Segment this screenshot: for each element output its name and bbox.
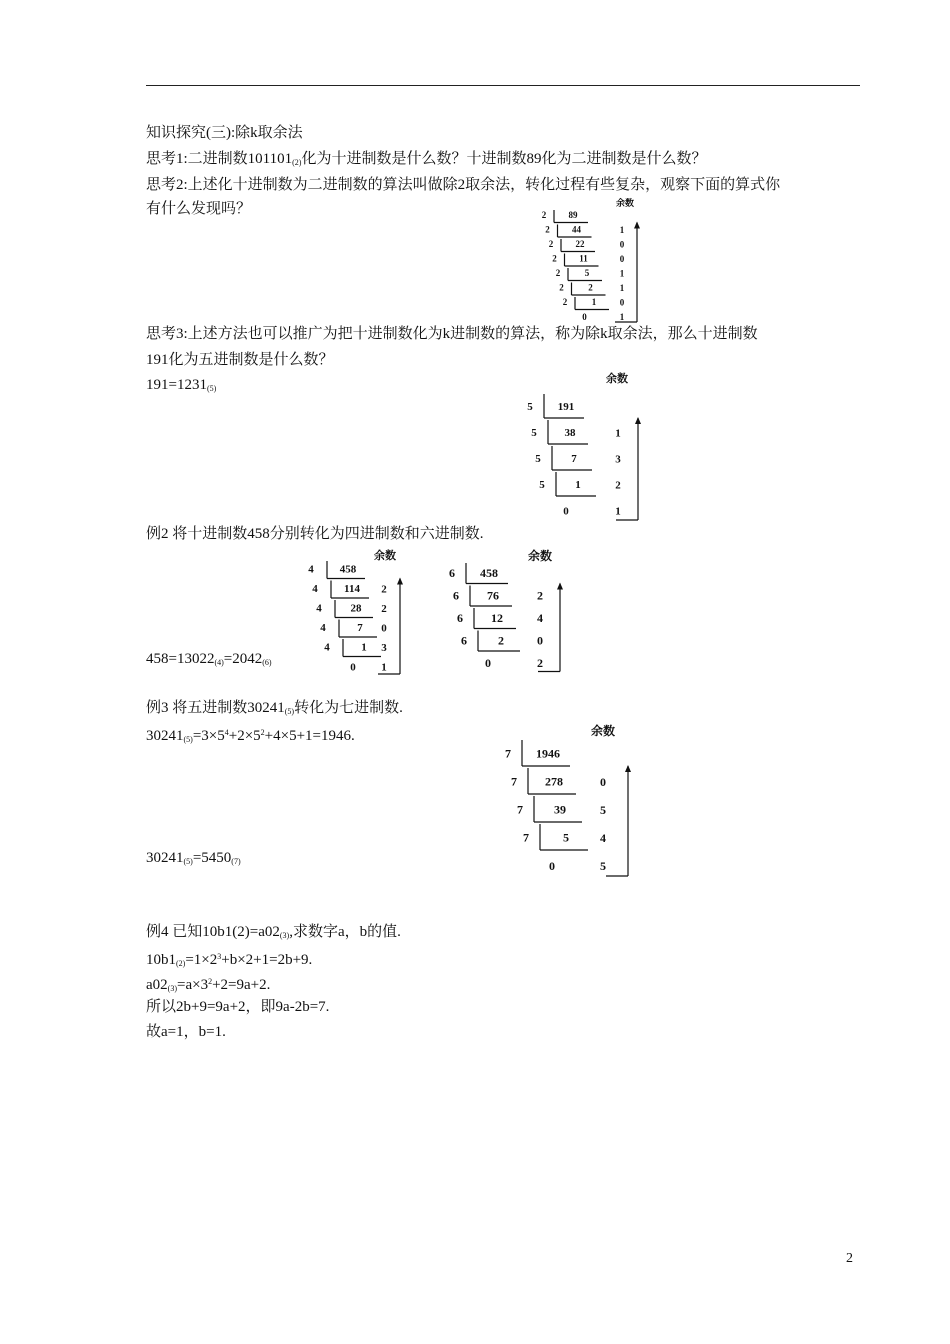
remainder-header: 余数 (374, 550, 396, 562)
arrow-head (397, 578, 403, 585)
divisor-label: 4 (324, 641, 330, 654)
remainder-value: 0 (619, 253, 625, 264)
divisor-label: 6 (461, 633, 467, 648)
divisor-label: 5 (527, 401, 533, 414)
divisor-label: 5 (535, 453, 541, 466)
final-quotient: 0 (485, 656, 491, 671)
remainder-value: 1 (615, 427, 621, 440)
quotient-value: 12 (491, 610, 503, 625)
remainder-value: 0 (381, 622, 387, 635)
remainder-header: 余数 (528, 549, 553, 563)
quotient-value: 114 (344, 583, 360, 596)
divisor-label: 7 (511, 774, 517, 789)
quotient-value: 38 (564, 427, 576, 440)
quotient-value: 7 (357, 622, 363, 635)
quotient-value: 7 (571, 453, 577, 466)
remainder-value: 0 (600, 775, 606, 790)
divisor-label: 6 (449, 565, 455, 580)
quotient-value: 28 (350, 602, 362, 615)
think2-line1: 思考2:上述化十进制数为二进制数的算法叫做除2取余法，转化过程有些复杂，观察下面的算式你 (146, 177, 781, 193)
quotient-value: 458 (480, 565, 498, 580)
quotient-value: 39 (554, 802, 566, 817)
quotient-value: 278 (545, 774, 563, 789)
answer-191: $191=1231_{(5)}$ (146, 377, 217, 393)
quotient-value: 22 (575, 239, 585, 250)
remainder-value: 3 (381, 642, 387, 655)
arrow-head (625, 765, 631, 772)
final-quotient: 0 (549, 859, 555, 874)
quotient-value: 1 (575, 479, 581, 492)
final-quotient: 0 (350, 661, 356, 674)
divisor-label: 6 (453, 588, 459, 603)
divisor-label: 7 (523, 830, 529, 845)
remainder-value: 2 (537, 656, 543, 671)
divisor-label: 7 (517, 802, 523, 817)
remainder-value: 2 (381, 603, 387, 616)
remainder-header: 余数 (616, 198, 635, 208)
think3-line2: 191化为五进制数是什么数？ (146, 352, 334, 368)
think2-line2: 有什么发现吗？ (146, 201, 252, 217)
quotient-value: 2 (588, 282, 593, 293)
quotient-value: 458 (339, 563, 357, 576)
section-heading: 知识探究(三):除k取余法 (146, 125, 303, 141)
quotient-value: 5 (563, 830, 569, 845)
quotient-value: 1 (361, 641, 367, 654)
page-number: 2 (846, 1251, 853, 1266)
divisor-label: 2 (541, 210, 547, 221)
quotient-value: 191 (557, 401, 575, 414)
remainder-value: 2 (537, 588, 543, 603)
divisor-label: 4 (312, 583, 318, 596)
arrow-head (557, 583, 563, 590)
remainder-header: 余数 (591, 724, 616, 738)
divisor-label: 7 (505, 746, 511, 761)
remainder-value: 0 (619, 239, 625, 250)
divisor-label: 5 (539, 479, 545, 492)
remainder-value: 1 (619, 282, 625, 293)
quotient-value: 89 (568, 210, 578, 221)
divisor-label: 2 (548, 239, 554, 250)
quotient-value: 44 (572, 224, 581, 235)
quotient-value: 2 (498, 633, 504, 648)
final-quotient: 0 (563, 505, 569, 518)
example3-result: $30241_{(5)}=5450_{(7)}$ (146, 850, 241, 866)
remainder-header: 余数 (606, 373, 628, 385)
example2-result: $458=13022_{(4)}=2042_{(6)}$ (146, 651, 272, 667)
remainder-value: 0 (619, 297, 625, 308)
division-diagram-89-base2 (540, 196, 650, 322)
remainder-value: 0 (537, 633, 543, 648)
division-diagram-1946-base7 (500, 720, 635, 874)
remainder-value: 2 (615, 479, 621, 492)
arrow-head (634, 222, 640, 229)
example4-line2: $a02_{(3)}=a\times 3^2+2=9a+2$. (146, 977, 271, 993)
divisor-label: 2 (555, 268, 561, 279)
example3-title: 例3 将五进制数$30241_{(5)}$转化为七进制数. (146, 700, 403, 716)
remainder-value: 3 (615, 453, 621, 466)
quotient-value: 76 (487, 588, 499, 603)
divisor-label: 6 (457, 610, 463, 625)
example2-title: 例2 将十进制数458分别转化为四进制数和六进制数. (146, 526, 484, 542)
remainder-value: 5 (600, 803, 606, 818)
remainder-value: 1 (615, 505, 621, 518)
remainder-value: 1 (381, 661, 387, 674)
remainder-value: 1 (619, 224, 625, 235)
divisor-label: 4 (316, 602, 322, 615)
division-diagram-458-base4 (300, 545, 410, 674)
division-diagram-458-base6 (445, 545, 565, 671)
remainder-value: 1 (619, 311, 625, 322)
example4-line4: 故a=1，b=1. (146, 1024, 226, 1040)
remainder-value: 1 (619, 268, 625, 279)
remainder-value: 4 (537, 611, 543, 626)
remainder-value: 5 (600, 859, 606, 874)
example4-title: 例4 已知$10b1(2)=a02_{(3)}$,求数字a，b的值. (146, 924, 401, 940)
divisor-label: 2 (552, 253, 557, 264)
divisor-label: 5 (531, 427, 537, 440)
quotient-value: 5 (584, 268, 590, 279)
final-quotient: 0 (582, 311, 587, 322)
arrow-head (635, 417, 641, 424)
remainder-value: 4 (600, 831, 606, 846)
example3-equation: $30241_{(5)}=3\times 5^4+2\times 5^2+4\times 5+1=1946$. (146, 728, 355, 744)
divisor-label: 2 (545, 224, 550, 235)
header-rule (146, 85, 860, 86)
divisor-label: 2 (562, 297, 568, 308)
quotient-value: 11 (579, 253, 588, 264)
divisor-label: 4 (320, 622, 326, 635)
quotient-value: 1 (591, 297, 597, 308)
division-diagram-191-base5 (520, 368, 645, 518)
remainder-value: 2 (381, 583, 387, 596)
think3-line1: 思考3:上述方法也可以推广为把十进制数化为k进制数的算法，称为除k取余法，那么十进制数 (146, 326, 758, 342)
divisor-label: 4 (308, 563, 314, 576)
quotient-value: 1946 (536, 746, 560, 761)
example4-line1: $10b1_{(2)}=1\times 2^3+b\times 2+1=2b+9$. (146, 952, 313, 968)
divisor-label: 2 (559, 282, 564, 293)
think1-line: 思考1:二进制数$101101_{(2)}$化为十进制数是什么数？十进制数89化为二进制数是什么数？ (146, 151, 707, 167)
example4-line3: 所以2b+9=9a+2，即9a-2b=7. (146, 999, 330, 1015)
